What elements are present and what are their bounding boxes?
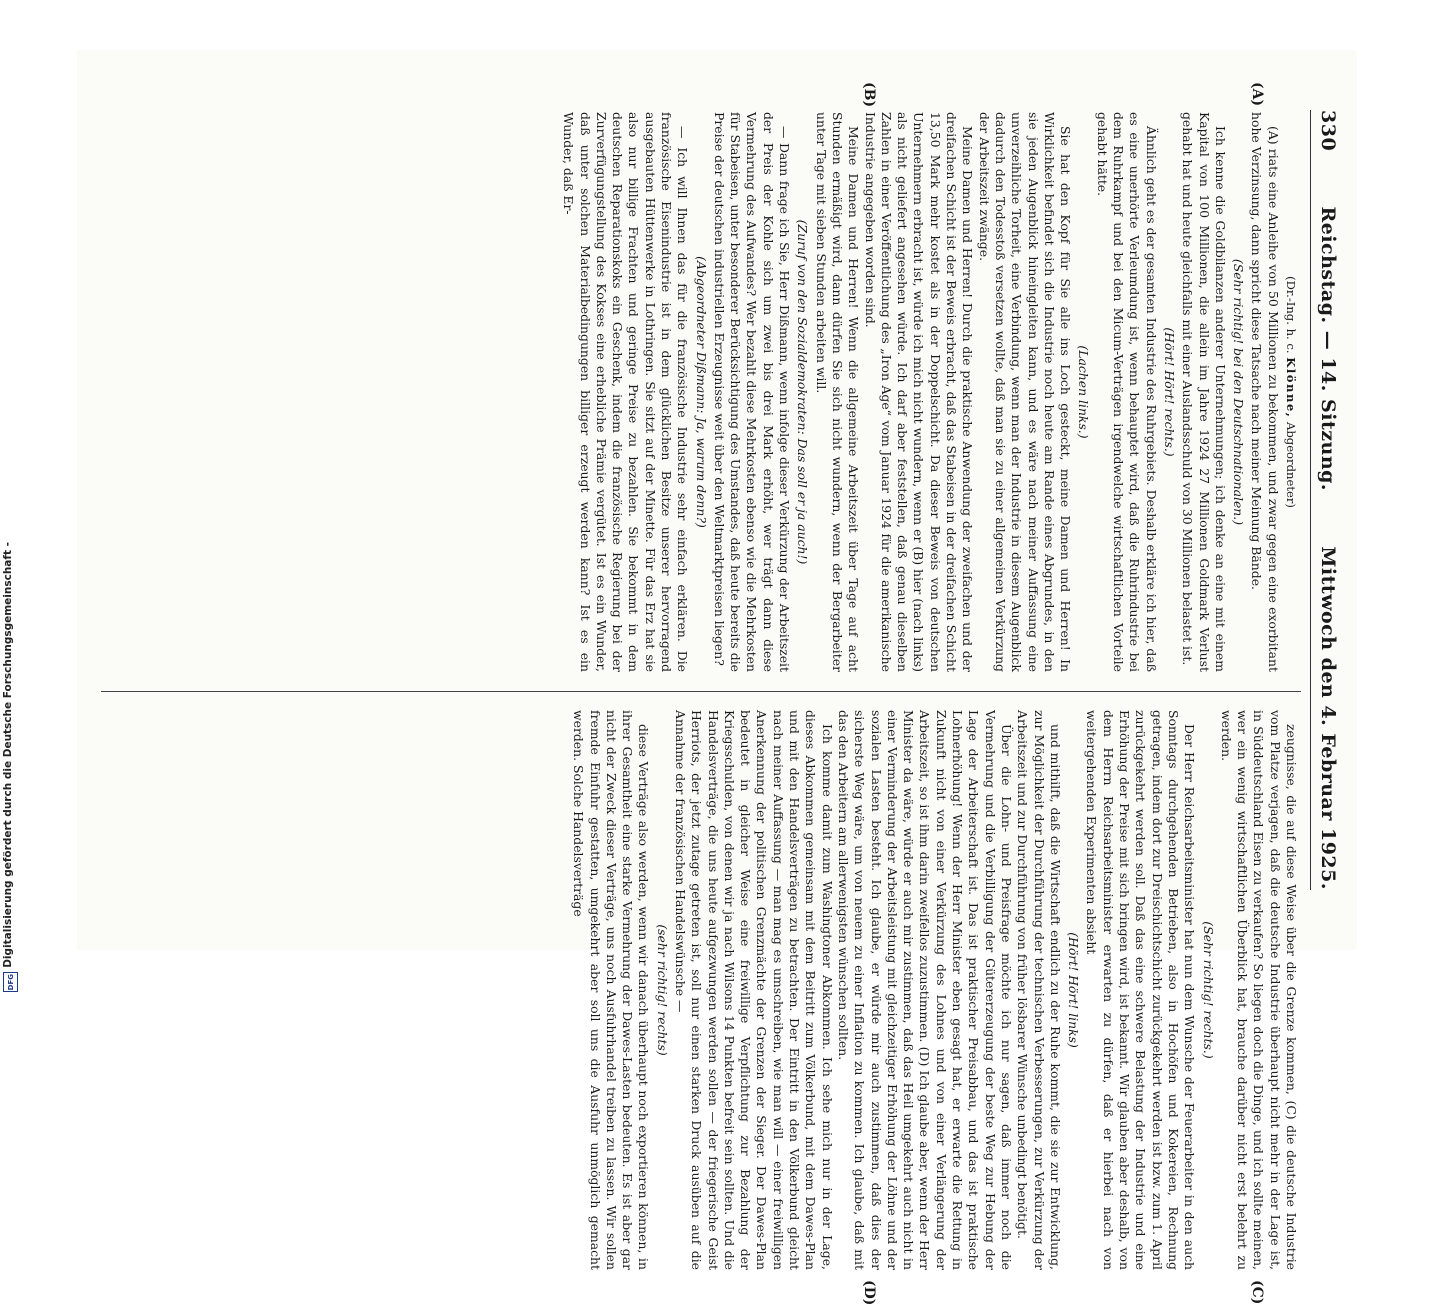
- paragraph: Ähnlich geht es der gesamten Industrie des Ruhrgebiets. Deshalb erkläre ich hier, daß es eine unerhörte Verleumdung ist, wenn behauptet wird, daß die Ruhrindustrie bei dem Ruhrkampf und bei den Micum-Verträgen irgendwelche wirtschaftlichen Vorteile gehabt hätte.: [1094, 112, 1159, 672]
- margin-marker-c: (C): [1249, 1280, 1265, 1305]
- running-title: Reichstag. — 14. Sitzung.: [1317, 206, 1339, 492]
- running-head: [1315, 110, 1341, 890]
- interjection: (Sehr richtig! bei den Deutschnationalen.): [1231, 258, 1247, 526]
- header-rule: [1310, 110, 1311, 890]
- left-column-body: [560, 112, 1281, 672]
- paragraph: Meine Damen und Herren! Durch die praktische Anwendung der zweifachen und der dreifachen Schicht ist der Beweis erbracht, daß das Stabeisen in der dreifachen Schicht 13,50 Mark mehr kostet als in der Doppelschicht. Da dieser Beweis von deutschen Unternehmern erbracht ist, würde ich mich nicht wundern, wenn er (B) hier (nach links) als nicht geliefert angesehen würde. Ich darf aber feststellen, daß genau dieselben Zahlen in einer Veröffentlichung des „Iron Age“ vom Januar 1924 für die amerikanische Industrie angegeben worden sind.: [862, 112, 976, 672]
- paragraph: — Ich will Ihnen das für die französische Industrie sehr einfach erklären. Die französische Eisenindustrie ist in dem glücklichen Besitze unserer hervorragend ausgebauten Hüttenwerke in Lothringen. Sie sitzt auf der Minette. Für das Erz hat sie also nur billige Frachten und geringe Preise zu bezahlen. Sie bekommt in dem deutschen Reparationskoks ein Geschenk, indem die französische Regierung bei der Zurverfügungstellung des Kokses eine erhebliche Prämie vergütet. Ist es ein Wunder, daß unter solchen Materialbedingungen billiger erzeugt werden kann? Ist es ein Wunder, daß Er-: [561, 112, 691, 672]
- paragraph: Ich kenne die Goldbilanzen anderer Unternehmungen; ich denke an eine mit einem Kapital von 100 Millionen, die allein im Jahre 1924 27 Millionen Goldmark Verlust gehabt hat und heute gleichfalls mit einer Auslandsschuld von 30 Millionen belastet ist.: [1180, 112, 1228, 672]
- dfg-logo: [3, 972, 18, 992]
- right-column: [570, 710, 1299, 1270]
- left-column: [560, 112, 1299, 672]
- interjection: (sehr richtig! rechts): [654, 924, 670, 1056]
- margin-marker-d: (D): [861, 1280, 877, 1305]
- column-divider: [101, 691, 1301, 692]
- paragraph: Sie hat den Kopf für Sie alle ins Loch gesteckt, meine Damen und Herren! In Wirklichkeit befindet sich die Industrie noch heute am Rande eines Abgrundes, in den sie jeden Augenblick hineingleiten kann, und es wäre nach meiner Auffassung eine unverzeihliche Torheit, eine Verbindung, wenn man der Industrie in diesem Augenblick dadurch den Todesstoß versetzen wollte, daß man sie zu einer allgemeinen Verkürzung der Arbeitszeit zwänge.: [976, 112, 1074, 672]
- digitization-footer: [2, 542, 20, 994]
- paragraph: Ich komme damit zum Washingtoner Abkommen. Ich sehe mich nur in der Lage, dieses Abkommen gemeinsam mit dem Beitritt zum Völkerbund, mit dem Dawes-Plan und mit den Handelsverträgen zu betrachten. Der Eintritt in den Völkerbund gleicht nach meiner Auffassung — man mag es umschreiben, wie man will — einer freiwilligen Anerkennung der politischen Grenzmächte der Grenzen der Sieger. Der Dawes-Plan bedeutet in gleicher Weise eine freiwillige Verpflichtung zur Bezahlung der Kriegsschulden, von denen wir ja nach Wilsons 14 Punkten befreit sein sollten. Und die Handelsverträge, die uns heute aufgezwungen werden sollen — der friegerische Geist Herriots, der jetzt zutage getreten ist, soll nur einen starken Druck ausüben auf die Annahme der französischen Handelswünsche —: [673, 710, 835, 1270]
- paragraph: Meine Damen und Herren! Wenn die allgemeine Arbeitszeit über Tage auf acht Stunden ermäßigt wird, dann dürfen Sie sich nicht wundern, wenn der Bergarbeiter unter Tage mit sieben Stunden arbeiten will.: [813, 112, 862, 672]
- running-date: Mittwoch den 4. Februar 1925.: [1317, 546, 1339, 890]
- paragraph: Über die Lohn- und Preisfrage möchte ich nur sagen, daß immer noch die Vermehrung und die Verbilligung der Gütererzeugung der beste Weg zur Hebung der Lage der Arbeiterschaft ist. Das ist praktischer Preisabbau, und das ist praktische Lohnerhöhung! Wenn der Herr Minister eben gesagt hat, er erwarte die Rettung in Zukunft nicht von einer Verkürzung des Lohnes und von einer Verlängerung der Arbeitszeit, so ist ihm darin zweifellos zuzustimmen. (D) Ich glaube aber, wenn der Herr Minister da wäre, würde er auch mir zustimmen, daß das Heil umgekehrt auch nicht in einer Verminderung der Arbeitsleistung mit gleichzeitiger Erhöhung der Löhne und der sozialen Lasten besteht. Ich glaube, er würde mir auch zustimmen, daß dies der sicherste Weg wäre, um von neuem zu einer Inflation zu kommen. Ich glaube, daß mit das den Arbeitern am allerwenigsten wünschen sollten.: [835, 710, 1014, 1270]
- paragraph: diese Verträge also werden, wenn wir danach überhaupt noch exportieren können, in ihrer Gesamtheit eine starke Vermehrung der Dawes-Lasten bedeuten. Es ist aber gar nicht der Zweck dieser Verträge, uns noch Ausfuhrhandel treiben zu lassen. Wir sollen fremde Einfuhr gestatten, umgekehrt aber soll uns die Ausfuhr unmöglich gemacht werden. Solche Handelsverträge: [571, 710, 652, 1270]
- interjection: (Hört! Hört! links): [1066, 932, 1082, 1048]
- paragraph: (A) riats eine Anleihe von 50 Millionen zu bekommen, und zwar gegen eine exorbitant hohe Verzinsung, dann spricht diese Tatsache nach meiner Meinung Bände.: [1249, 112, 1281, 672]
- page-number: 330: [1317, 110, 1339, 152]
- rotated-page: [77, 50, 1357, 1305]
- speaker-suffix: Abgeordneter): [1284, 421, 1298, 508]
- speaker-prefix: (Dr.-Ing. h. c.: [1284, 276, 1298, 354]
- interjection: (Sehr richtig! rechts.): [1200, 921, 1216, 1059]
- paragraph: und mithilft, daß die Wirtschaft endlich zu der Ruhe kommt, die sie zur Entwicklung, zur Möglichkeit der Durchführung der technischen Verbesserungen, zur Verkürzung der Arbeitszeit und zur Durchführung von früher lösbarer Wünsche unbedingt benötigt.: [1015, 710, 1063, 1270]
- interjection: (Zuruf von den Sozialdemokraten: Das soll er ja auch!): [795, 219, 811, 565]
- footer-credit: Digitalisierung gefördert durch die Deutsche Forschungsgemeinschaft -: [2, 542, 14, 968]
- interjection: (Abgeordneter Dißmann: Ja, warum denn?): [693, 256, 709, 528]
- margin-marker-a: (A): [1249, 82, 1265, 107]
- interjection: (Lachen links.): [1076, 345, 1092, 439]
- dfg-logo-text: DFG: [6, 973, 15, 991]
- paragraph: Der Herr Reichsarbeitsminister hat nun dem Wunsche der Feuerarbeiter in den auch Sonntags durchgehenden Betrieben, also in Hochöfen und Kokereien, Rechnung getragen, indem dort zur Dreischichtschicht zurückgekehrt werden ist bzw. zum 1. April zurückgekehrt werden soll. Daß das eine schwere Belastung der Industrie und eine Erhöhung der Preise mit sich bringen wird, ist bekannt. Wir glauben aber deshalb, von dem Herrn Reichsarbeitsminister erwarten zu dürfen, daß er hierbei nach von weitergehenden Experimenten absieht: [1084, 710, 1198, 1270]
- speaker-line: [1283, 112, 1299, 672]
- paragraph: — Dann frage ich Sie, Herr Dißmann, wenn infolge dieser Verkürzung der Arbeitszeit der Preis der Kohle sich um zwei bis drei Mark erhöht, wer trägt dann diese Vermehrung des Aufwandes? Wer bezahlt diese Mehrkosten ebenso wie die Mehrkosten für Stabeisen, unter besonderer Berücksichtigung des Umstandes, daß heute bereits die Preise der deutschen industriellen Erzeugnisse weit über den Weltmarktpreisen liegen?: [711, 112, 793, 672]
- speaker-name: Klönne,: [1284, 357, 1298, 419]
- margin-marker-b: (B): [861, 82, 877, 108]
- paragraph: zeugnisse, die auf diese Weise über die Grenze kommen, (C) die deutsche Industrie vom Platze verjagen, daß die deutsche Industrie überhaupt nicht mehr in der Lage ist, in Süddeutschland Eisen zu verkaufen? So liegen doch die Dinge, und ich sollte meinen, wer ein wenig wirtschaftlichen Überblick hat, brauche darüber nicht erst belehrt zu werden.: [1218, 710, 1299, 1270]
- interjection: (Hört! Hört! rechts.): [1161, 327, 1177, 457]
- right-column-body: [570, 710, 1299, 1270]
